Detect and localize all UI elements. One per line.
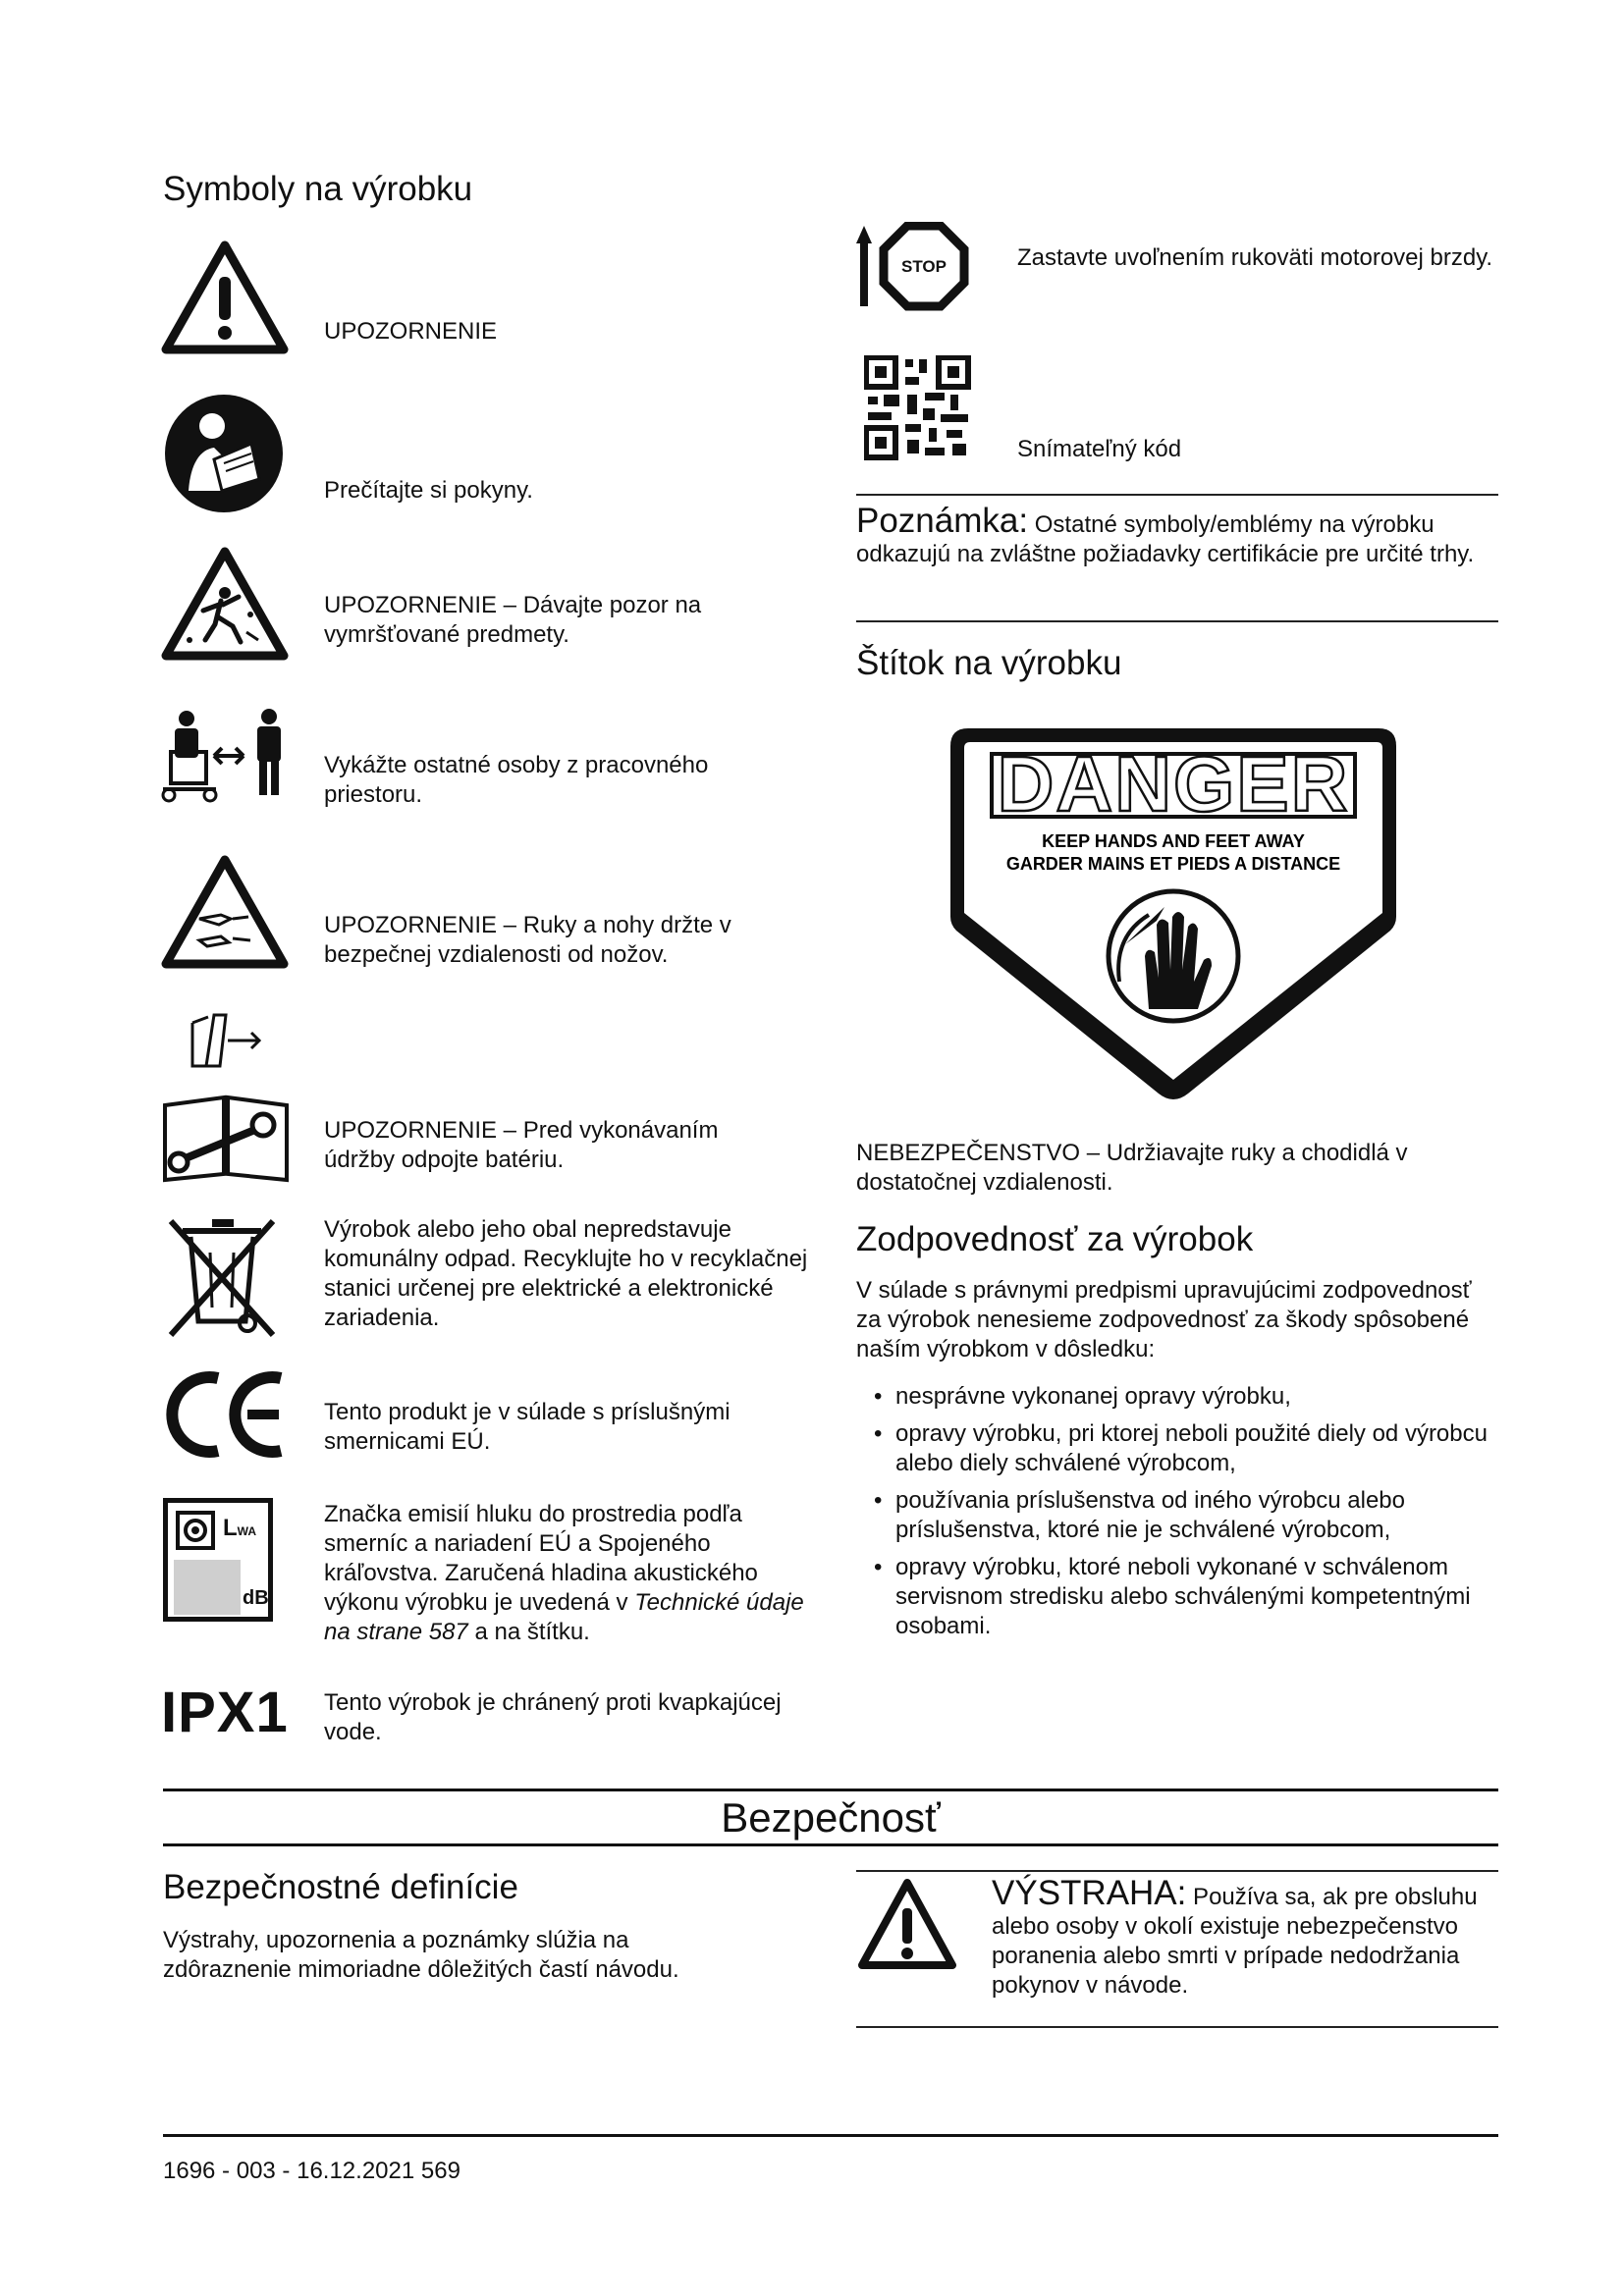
symbol-text-hands-feet: UPOZORNENIE – Ruky a nohy držte v bezpečnej vzdialenosti od nožov. [324,912,731,968]
hands-feet-blades-icon [160,854,290,970]
note-top-rule [856,494,1498,496]
label-heading: Štítok na výrobku [856,644,1122,682]
danger-line-2: GARDER MAINS ET PIEDS A DISTANCE [1005,854,1341,874]
footer-rule [163,2134,1498,2137]
symbol-text-ipx1: Tento výrobok je chránený proti kvapkajúcej vode. [324,1689,782,1745]
danger-label-icon [947,724,1400,1103]
symbol-text-keep-distance: Vykážte ostatné osoby z pracovného priestoru. [324,752,709,808]
list-item: • používania príslušenstva od iného výrobcu alebo príslušenstva, ktoré nie je schválené výrobcom, [856,1486,1498,1545]
liability-list [856,1382,1498,1649]
stop-label: STOP [901,257,947,276]
liability-intro: V súlade s právnymi predpismi upravujúcimi zodpovednosť za výrobok nenesieme zodpovednosť za škody spôsobené naším výrobkom v dôsledku: [856,1277,1472,1362]
symbol-text-warning: UPOZORNENIE [324,318,498,345]
symbol-text-noise: Značka emisií hluku do prostredia podľa smerníc a nariadení EÚ a Spojeného kráľovstva. Zaručená hladina akustického výkonu výrobku je uvedená v Technické údaje na strane 587 a na štítku. [324,1501,804,1645]
lwa-label: LWA [223,1515,257,1541]
symbol-text-read-manual: Prečítajte si pokyny. [324,477,533,504]
section-top-rule [163,1789,1498,1791]
qr-code-icon [864,355,972,461]
stop-brake-icon [856,222,980,312]
list-item: • opravy výrobku, pri ktorej neboli použité diely od výrobcu alebo diely schválené výrobcom, [856,1419,1498,1478]
speaker-icon [176,1511,215,1550]
liability-heading: Zodpovednosť za výrobok [856,1220,1254,1258]
symbol-text-weee: Výrobok alebo jeho obal nepredstavuje komunálny odpad. Recyklujte ho v recyklačnej stanici určenej pre elektrické a elektronické zariadenia. [324,1216,808,1331]
battery-disconnect-icon [187,1011,271,1074]
ce-mark-icon [163,1370,289,1459]
symbol-text-ce: Tento produkt je v súlade s príslušnými smernicami EÚ. [324,1399,731,1455]
danger-word: DANGER [997,740,1350,828]
ipx1-icon: IPX1 [161,1681,289,1744]
page-number: 569 [420,2158,460,2184]
db-label: dB [243,1587,269,1609]
noise-value-box [174,1560,241,1615]
warning-triangle-icon [856,1877,958,1971]
doc-ref: 1696 - 003 - 16.12.2021 [163,2158,421,2184]
symbol-text-thrown-objects: UPOZORNENIE – Dávajte pozor na vymršťované predmety. [324,592,702,648]
footer [163,2158,460,2185]
warning-definition: VÝSTRAHA: Používa sa, ak pre obsluhu alebo osoby v okolí existuje nebezpečenstvo poranenia alebo smrti v prípade nedodržania pokynov v návode. [992,1874,1478,1999]
danger-line-1: KEEP HANDS AND FEET AWAY [1042,831,1305,851]
definitions-text: Výstrahy, upozornenia a poznámky slúžia na zdôraznenie mimoriadne dôležitých častí návodu. [163,1927,679,1983]
symbols-heading: Symboly na výrobku [163,170,473,208]
warning-bottom-rule [856,2026,1498,2028]
list-item: • nesprávne vykonanej opravy výrobku, [856,1382,1498,1412]
weee-bin-icon [163,1213,281,1343]
definitions-heading: Bezpečnostné definície [163,1868,518,1906]
noise-emission-icon [163,1498,273,1622]
keep-distance-icon [161,709,293,803]
warning-top-rule [856,1870,1498,1872]
safety-title: Bezpečnosť [721,1794,941,1841]
warning-triangle-icon [160,240,290,355]
note-bottom-rule [856,620,1498,622]
section-bottom-rule [163,1843,1498,1846]
symbol-text-maintenance: UPOZORNENIE – Pred vykonávaním údržby odpojte batériu. [324,1117,719,1173]
stop-text: Zastavte uvoľnením rukoväti motorovej brzdy. [1017,244,1493,271]
thrown-objects-icon [160,546,290,662]
qr-text: Snímateľný kód [1017,436,1182,462]
note: Poznámka: Ostatné symboly/emblémy na výrobku odkazujú na zvláštne požiadavky certifikácie pre určité trhy. [856,502,1475,567]
read-manual-icon [163,393,285,514]
danger-caption: NEBEZPEČENSTVO – Udržiavajte ruky a chodidlá v dostatočnej vzdialenosti. [856,1140,1408,1196]
maintenance-manual-icon [161,1088,291,1184]
list-item: • opravy výrobku, ktoré neboli vykonané v schválenom servisnom stredisku alebo schválenými kompetentnými osobami. [856,1553,1498,1641]
